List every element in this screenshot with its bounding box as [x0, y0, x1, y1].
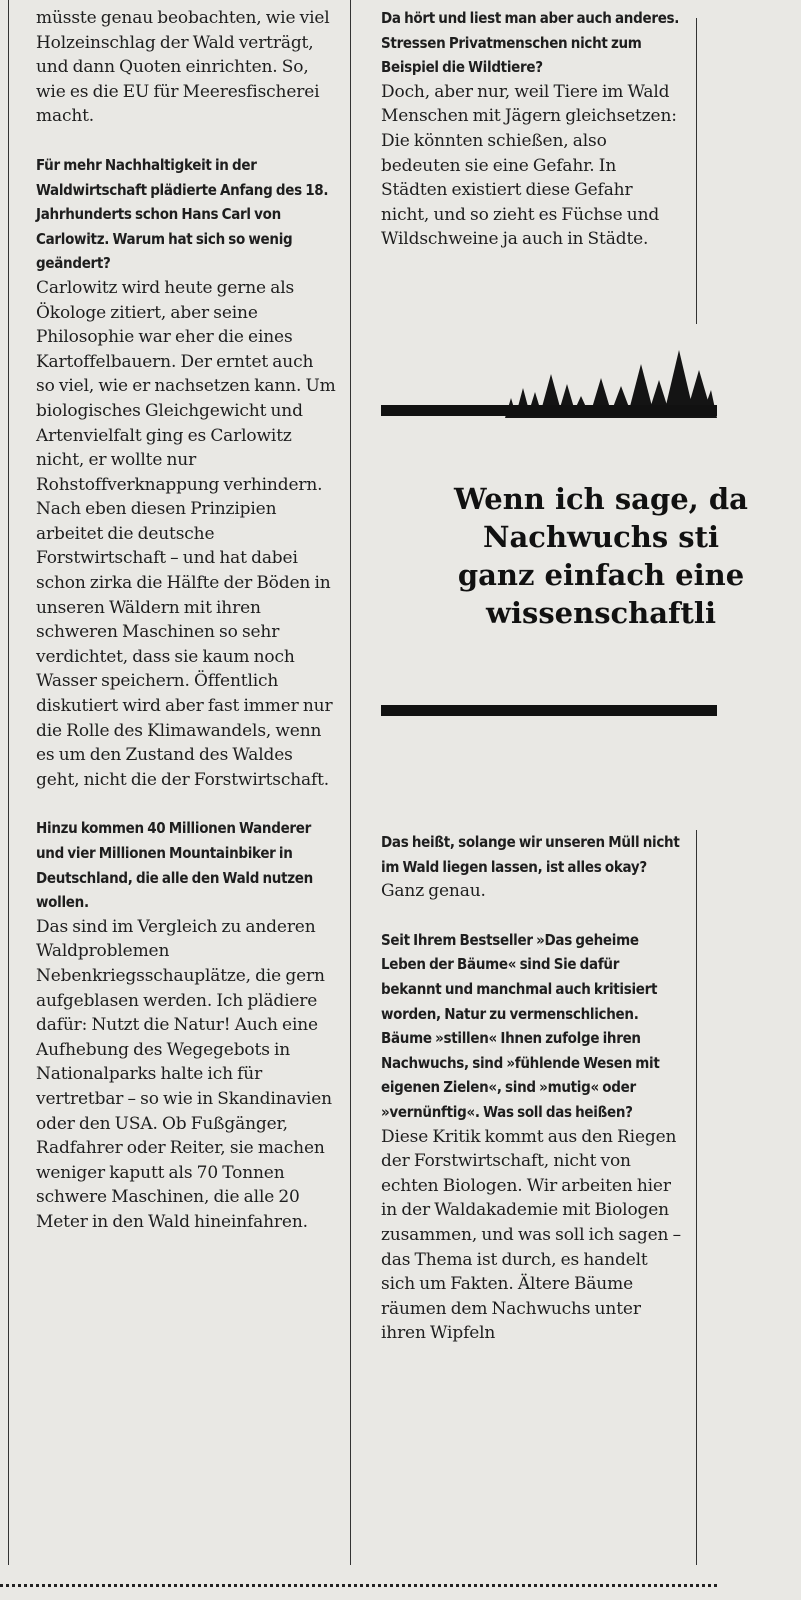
answer-text: Ganz genau. — [381, 881, 486, 902]
quote-bottom-bar — [381, 705, 717, 716]
answer-text: Das sind im Vergleich zu anderen Waldproblemen Nebenkriegsschauplätze, die gern aufgeblasen werden. Ich plädiere dafür: Nutzt die Natur! Auch eine Aufhebung des Wegegebots in Nationalparks halte ich für vertretbar – so wie in Skandinavien oder den USA. Ob Fußgänger, Radfahrer oder Reiter, sie machen weniger kaputt als 70 Tonnen schwere Maschinen, die alle 20 Meter in den Wald hineinfahren. — [36, 916, 332, 1232]
pull-quote-text: Wenn ich sage, da Nachwuchs sti ganz einfach eine wissenschaftli — [454, 482, 748, 630]
middle-column-bottom — [381, 830, 681, 1370]
answer-text: Diese Kritik kommt aus den Riegen der Forstwirtschaft, nicht von echten Biologen. Wir arbeiten hier in der Waldakademie mit Biologen zusammen, und was soll ich sagen – das Thema ist durch, es handelt sich um Fakten. Ältere Bäume räumen dem Nachwuchs unter ihren Wipfeln — [381, 1126, 681, 1344]
question-text: Seit Ihrem Bestseller »Das geheime Leben der Bäume« sind Sie dafür bekannt und manchmal auch kritisiert worden, Natur zu vermenschlichen. Bäume »stillen« Ihnen zufolge ihren Nachwuchs, sind »fühlende Wesen mit eigenen Zielen«, sind »mutig« oder »vernünftig«. Was soll das heißen? — [381, 930, 660, 1121]
answer-text: Doch, aber nur, weil Tiere im Wald Menschen mit Jägern gleichsetzen: Die könnten schießen, also bedeuten sie eine Gefahr. In Städten existiert diese Gefahr nicht, und so zieht es Füchse und Wildschweine ja auch in Städte. — [381, 81, 677, 250]
paragraph — [36, 153, 336, 792]
paragraph — [36, 6, 336, 129]
quote-top-bar — [381, 405, 717, 416]
answer-text: müsste genau beobachten, wie viel Holzeinschlag der Wald verträgt, und dann Quoten einrichten. So, wie es die EU für Meeresfischerei macht. — [36, 8, 330, 127]
question-text: Hinzu kommen 40 Millionen Wanderer und vier Millionen Mountainbiker in Deutschland, die alle den Wald nutzen wollen. — [36, 819, 313, 912]
page-bottom-dotted-rule — [0, 1584, 717, 1587]
question-text: Da hört und liest man aber auch anderes. Stressen Privatmenschen nicht zum Beispiel die Wildtiere? — [381, 9, 680, 77]
answer-text: Carlowitz wird heute gerne als Ökologe zitiert, aber seine Philosophie war eher die eines Kartoffelbauern. Der erntet auch so viel, wie er nachsetzen kann. Um biologisches Gleichgewicht und Artenvielfalt ging es Carlowitz nicht, er wollte nur Rohstoffverknappung verhindern. Nach eben diesen Prinzipien arbeitet die deutsche Forstwirtschaft – und hat dabei schon zirka die Hälfte der Böden in unseren Wäldern mit ihren schweren Maschinen so sehr verdichtet, dass sie kaum noch Wasser speichern. Öffentlich diskutiert wird aber fast immer nur die Rolle des Klimawandels, wenn es um den Zustand des Waldes geht, nicht die der Forstwirtschaft. — [36, 277, 336, 790]
center-column-rule — [350, 0, 351, 1565]
right-column-rule-top — [696, 18, 697, 324]
left-column — [36, 6, 336, 1259]
question-text: Für mehr Nachhaltigkeit in der Waldwirtschaft plädierte Anfang des 18. Jahrhunderts schon Hans Carl von Carlowitz. Warum hat sich so wenig geändert? — [36, 155, 329, 273]
pull-quote-box — [381, 340, 748, 735]
paragraph — [381, 928, 681, 1346]
paragraph — [36, 816, 336, 1234]
left-column-rule — [8, 0, 9, 1565]
middle-column-top — [381, 6, 681, 276]
paragraph — [381, 830, 681, 904]
paragraph — [381, 6, 681, 252]
right-column-rule-bottom — [696, 830, 697, 1565]
question-text: Das heißt, solange wir unseren Müll nicht im Wald liegen lassen, ist alles okay? — [381, 833, 680, 876]
